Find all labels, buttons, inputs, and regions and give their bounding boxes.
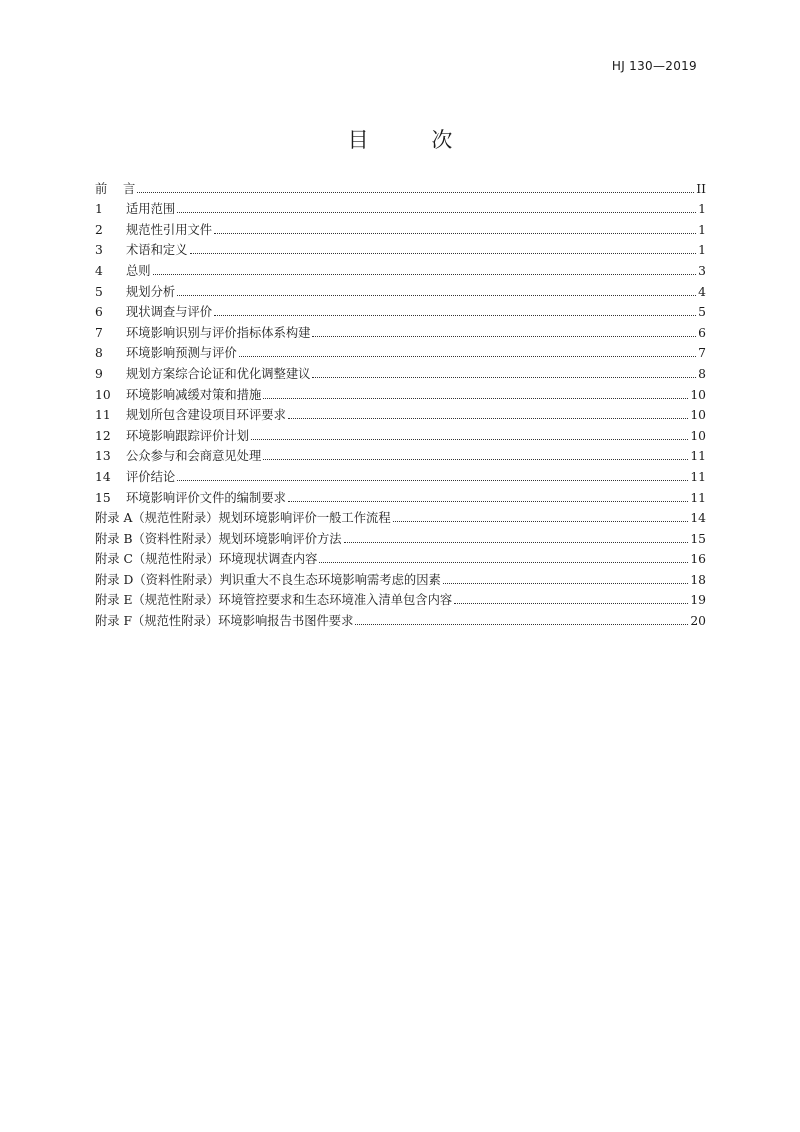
toc-dot-leader [263, 459, 688, 460]
toc-entry-number: 14 [95, 469, 111, 484]
toc-dot-leader [454, 603, 688, 604]
toc-dot-leader [263, 398, 688, 399]
toc-entry-page-number: 15 [690, 531, 706, 546]
toc-entry-label: 言 [123, 181, 136, 196]
toc-entry[interactable] [95, 608, 706, 629]
toc-entry-page-number: 11 [690, 449, 706, 464]
table-of-contents [95, 176, 706, 629]
toc-entry[interactable] [95, 300, 706, 321]
toc-dot-leader [214, 315, 696, 316]
toc-entry-label: 环境影响识别与评价指标体系构建 [126, 325, 311, 340]
toc-entry-number: 1 [95, 202, 103, 217]
toc-entry-page-number: 4 [698, 284, 706, 299]
toc-dot-leader [312, 377, 696, 378]
toc-entry-number: 13 [95, 449, 111, 464]
toc-entry-page-number: 18 [690, 572, 706, 587]
toc-entry-number: 前 [95, 181, 108, 196]
toc-entry[interactable] [95, 176, 706, 197]
toc-dot-leader [190, 253, 697, 254]
toc-entry[interactable] [95, 320, 706, 341]
toc-entry[interactable] [95, 547, 706, 568]
toc-entry[interactable] [95, 567, 706, 588]
toc-entry-label: 环境影响跟踪评价计划 [126, 428, 249, 443]
toc-entry[interactable] [95, 279, 706, 300]
toc-dot-leader [153, 274, 696, 275]
toc-entry-page-number: 6 [698, 325, 706, 340]
toc-dot-leader [251, 439, 688, 440]
toc-entry-number: 15 [95, 490, 111, 505]
toc-entry-label: 适用范围 [126, 202, 176, 217]
toc-entry[interactable] [95, 197, 706, 218]
toc-entry-number: 7 [95, 325, 103, 340]
toc-dot-leader [443, 583, 689, 584]
toc-entry-page-number: 5 [698, 305, 706, 320]
toc-entry-label: 附录 B（资料性附录）规划环境影响评价方法 [95, 531, 342, 546]
toc-dot-leader [319, 562, 688, 563]
toc-dot-leader [312, 336, 696, 337]
toc-entry[interactable] [95, 485, 706, 506]
toc-entry[interactable] [95, 403, 706, 424]
toc-entry-page-number: 8 [698, 366, 706, 381]
toc-entry-page-number: 3 [698, 263, 706, 278]
toc-entry-page-number: 1 [698, 202, 706, 217]
toc-entry-number: 8 [95, 346, 103, 361]
toc-entry-label: 规划分析 [126, 284, 176, 299]
toc-entry-label: 环境影响评价文件的编制要求 [126, 490, 286, 505]
toc-entry-page-number: 11 [690, 469, 706, 484]
toc-entry[interactable] [95, 341, 706, 362]
toc-entry-number: 9 [95, 366, 103, 381]
toc-entry-number: 2 [95, 222, 103, 237]
toc-entry-page-number: 1 [698, 243, 706, 258]
toc-entry-label: 规范性引用文件 [126, 222, 213, 237]
toc-entry-label: 环境影响减缓对策和措施 [126, 387, 262, 402]
toc-entry-number: 10 [95, 387, 111, 402]
toc-entry-page-number: 16 [690, 552, 706, 567]
toc-entry-number: 6 [95, 305, 103, 320]
toc-entry[interactable] [95, 423, 706, 444]
toc-entry-page-number: 11 [690, 490, 706, 505]
toc-entry-label: 现状调查与评价 [126, 305, 213, 320]
toc-entry-page-number: 20 [690, 614, 706, 629]
toc-entry[interactable] [95, 361, 706, 382]
toc-entry-label: 公众参与和会商意见处理 [126, 449, 262, 464]
toc-entry[interactable] [95, 506, 706, 527]
toc-entry[interactable] [95, 382, 706, 403]
toc-entry-number: 4 [95, 263, 103, 278]
toc-dot-leader [214, 233, 696, 234]
toc-entry[interactable] [95, 464, 706, 485]
toc-entry-label: 附录 C（规范性附录）环境现状调查内容 [95, 552, 318, 567]
toc-entry-label: 术语和定义 [126, 243, 188, 258]
toc-entry[interactable] [95, 217, 706, 238]
toc-dot-leader [288, 418, 688, 419]
toc-dot-leader [177, 212, 696, 213]
toc-dot-leader [344, 542, 689, 543]
toc-dot-leader [177, 480, 688, 481]
toc-entry-page-number: 19 [690, 593, 706, 608]
toc-entry-page-number: 10 [690, 408, 706, 423]
toc-entry-label: 评价结论 [126, 469, 176, 484]
toc-title: 目 次 [347, 128, 481, 152]
toc-entry-number: 12 [95, 428, 111, 443]
toc-entry[interactable] [95, 588, 706, 609]
toc-entry[interactable] [95, 526, 706, 547]
toc-entry-label: 附录 E（规范性附录）环境管控要求和生态环境准入清单包含内容 [95, 593, 453, 608]
toc-dot-leader [393, 521, 689, 522]
toc-dot-leader [177, 295, 696, 296]
toc-dot-leader [355, 624, 688, 625]
toc-dot-leader [288, 501, 688, 502]
toc-entry-number: 3 [95, 243, 103, 258]
toc-dot-leader [137, 192, 694, 193]
toc-entry-page-number: 14 [690, 511, 706, 526]
toc-entry-label: 附录 D（资料性附录）判识重大不良生态环境影响需考虑的因素 [95, 572, 441, 587]
toc-entry-label: 规划方案综合论证和优化调整建议 [126, 366, 311, 381]
toc-entry-label: 总则 [126, 263, 151, 278]
toc-entry-number: 5 [95, 284, 103, 299]
toc-entry-label: 附录 F（规范性附录）环境影响报告书图件要求 [95, 614, 354, 629]
toc-entry-page-number: 7 [698, 346, 706, 361]
toc-entry-page-number: 1 [698, 222, 706, 237]
toc-entry-label: 规划所包含建设项目环评要求 [126, 408, 286, 423]
toc-dot-leader [239, 356, 696, 357]
toc-entry-page-number: 10 [690, 428, 706, 443]
toc-entry[interactable] [95, 258, 706, 279]
toc-entry-page-number: 10 [690, 387, 706, 402]
toc-entry-label: 环境影响预测与评价 [126, 346, 237, 361]
toc-entry[interactable] [95, 444, 706, 465]
toc-entry-label: 附录 A（规范性附录）规划环境影响评价一般工作流程 [95, 511, 391, 526]
toc-entry[interactable] [95, 238, 706, 259]
toc-entry-page-number: II [696, 181, 706, 196]
document-code: HJ 130—2019 [611, 59, 697, 73]
toc-entry-number: 11 [95, 408, 111, 423]
